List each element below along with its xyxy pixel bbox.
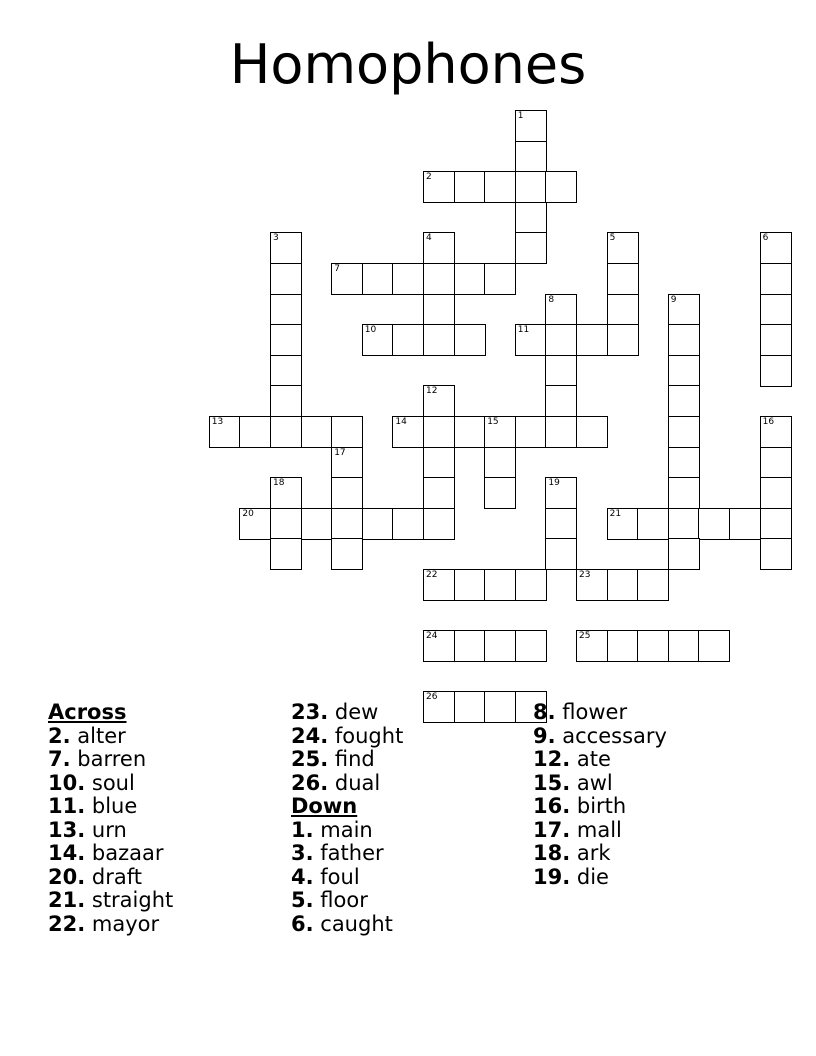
grid-cell[interactable] bbox=[454, 569, 486, 601]
grid-cell[interactable] bbox=[423, 385, 455, 417]
clue-item bbox=[48, 748, 173, 772]
clue-number: 6 bbox=[762, 233, 769, 244]
grid-cell[interactable] bbox=[668, 355, 700, 387]
grid-cell[interactable] bbox=[484, 630, 516, 662]
grid-cell[interactable] bbox=[484, 569, 516, 601]
clue-item-text: main bbox=[313, 817, 373, 842]
clue-item-text: urn bbox=[85, 817, 127, 842]
clue-item-text: dew bbox=[328, 700, 379, 724]
grid-cell[interactable] bbox=[607, 263, 639, 295]
clue-number: 10 bbox=[364, 325, 377, 336]
clue-item-text: blue bbox=[85, 794, 138, 818]
grid-cell[interactable] bbox=[515, 569, 547, 601]
grid-cell[interactable] bbox=[270, 416, 302, 448]
grid-cell[interactable] bbox=[668, 447, 700, 479]
grid-cell[interactable] bbox=[760, 538, 792, 570]
grid-cell[interactable] bbox=[392, 324, 424, 356]
clue-item-number: 2. bbox=[48, 723, 71, 748]
clue-item bbox=[48, 819, 173, 843]
grid-cell[interactable] bbox=[545, 416, 577, 448]
clue-item-number: 6. bbox=[291, 911, 314, 936]
clue-item bbox=[533, 842, 667, 866]
clue-column-3 bbox=[533, 701, 667, 889]
grid-cell[interactable] bbox=[668, 538, 700, 570]
grid-cell[interactable] bbox=[668, 324, 700, 356]
clue-item bbox=[48, 866, 173, 890]
grid-cell[interactable] bbox=[331, 477, 363, 509]
grid-cell[interactable] bbox=[331, 538, 363, 570]
clue-item bbox=[48, 842, 173, 866]
grid-cell[interactable] bbox=[576, 630, 608, 662]
grid-cell[interactable] bbox=[331, 263, 363, 295]
clue-item-text: barren bbox=[70, 747, 147, 771]
grid-cell[interactable] bbox=[637, 630, 669, 662]
clue-item-number: 24. bbox=[291, 723, 329, 748]
grid-cell[interactable] bbox=[423, 691, 455, 723]
grid-cell[interactable] bbox=[729, 508, 761, 540]
grid-cell[interactable] bbox=[392, 508, 424, 540]
grid-cell[interactable] bbox=[484, 416, 516, 448]
clue-item bbox=[291, 701, 403, 725]
grid-cell[interactable] bbox=[423, 416, 455, 448]
clue-item bbox=[48, 795, 173, 819]
clue-item-number: 25. bbox=[291, 747, 329, 771]
grid-cell[interactable] bbox=[301, 416, 333, 448]
grid-cell[interactable] bbox=[545, 385, 577, 417]
grid-cell[interactable] bbox=[423, 171, 455, 203]
grid-cell[interactable] bbox=[270, 508, 302, 540]
clue-item bbox=[48, 913, 173, 937]
grid-cell[interactable] bbox=[515, 110, 547, 142]
clue-item bbox=[291, 889, 403, 913]
clue-item bbox=[48, 725, 173, 749]
clue-item-number: 5. bbox=[291, 888, 314, 912]
clue-item-text: draft bbox=[85, 864, 142, 889]
clue-item-text: ark bbox=[570, 841, 611, 865]
clue-item-text: birth bbox=[570, 794, 627, 818]
clue-number: 8 bbox=[548, 294, 555, 305]
grid-cell[interactable] bbox=[545, 324, 577, 356]
clue-number: 16 bbox=[762, 417, 775, 427]
clue-item bbox=[291, 842, 403, 866]
grid-cell[interactable] bbox=[331, 416, 363, 448]
clue-column-2 bbox=[291, 701, 403, 936]
clue-item-text: find bbox=[328, 747, 375, 771]
grid-cell[interactable] bbox=[545, 171, 577, 203]
clue-item bbox=[291, 913, 403, 937]
clue-item-number: 8. bbox=[533, 700, 556, 724]
clue-number: 18 bbox=[273, 478, 285, 489]
grid-cell[interactable] bbox=[515, 202, 547, 234]
grid-cell[interactable] bbox=[270, 385, 302, 417]
grid-cell[interactable] bbox=[637, 508, 669, 540]
grid-cell[interactable] bbox=[362, 324, 394, 356]
clue-item-number: 9. bbox=[533, 723, 556, 748]
grid-cell[interactable] bbox=[270, 355, 302, 387]
grid-cell[interactable] bbox=[423, 630, 455, 662]
clue-item-number: 22. bbox=[48, 911, 86, 936]
clue-item bbox=[533, 725, 667, 749]
clue-item-number: 26. bbox=[291, 770, 329, 795]
clue-number: 4 bbox=[426, 233, 432, 244]
clue-item-text: straight bbox=[85, 888, 174, 912]
grid-cell[interactable] bbox=[484, 171, 516, 203]
clue-item bbox=[533, 795, 667, 819]
clue-item bbox=[291, 866, 403, 890]
clue-item-text: flower bbox=[555, 700, 628, 724]
clue-column-1 bbox=[48, 701, 173, 936]
grid-cell[interactable] bbox=[484, 263, 516, 295]
grid-cell[interactable] bbox=[607, 630, 639, 662]
grid-cell[interactable] bbox=[668, 294, 700, 326]
grid-cell[interactable] bbox=[668, 630, 700, 662]
clue-item bbox=[533, 819, 667, 843]
clue-item-text: father bbox=[313, 841, 384, 865]
clue-number: 23 bbox=[579, 570, 591, 580]
clue-number: 26 bbox=[426, 692, 438, 703]
clue-item-text: caught bbox=[313, 911, 393, 936]
clue-number: 14 bbox=[395, 417, 407, 427]
clue-item-number: 21. bbox=[48, 888, 86, 912]
clue-item-number: 14. bbox=[48, 841, 86, 865]
clue-number: 22 bbox=[426, 570, 438, 580]
grid-cell[interactable] bbox=[423, 294, 455, 326]
grid-cell[interactable] bbox=[270, 324, 302, 356]
grid-cell[interactable] bbox=[362, 263, 394, 295]
grid-cell[interactable] bbox=[392, 263, 424, 295]
clue-item bbox=[48, 889, 173, 913]
clue-item-number: 7. bbox=[48, 747, 71, 771]
clue-item-number: 15. bbox=[533, 770, 571, 795]
clue-item bbox=[533, 701, 667, 725]
grid-cell[interactable] bbox=[331, 508, 363, 540]
grid-cell[interactable] bbox=[607, 569, 639, 601]
grid-cell[interactable] bbox=[423, 324, 455, 356]
clue-item-text: accessary bbox=[555, 723, 667, 748]
grid-cell[interactable] bbox=[454, 263, 486, 295]
grid-cell[interactable] bbox=[545, 538, 577, 570]
clue-item bbox=[533, 772, 667, 796]
clue-item-number: 13. bbox=[48, 817, 86, 842]
grid-cell[interactable] bbox=[484, 447, 516, 479]
clue-item-number: 23. bbox=[291, 700, 329, 724]
clue-number: 11 bbox=[517, 325, 530, 336]
clue-item-number: 3. bbox=[291, 841, 314, 865]
clue-number: 17 bbox=[334, 447, 346, 458]
clue-item-number: 16. bbox=[533, 794, 571, 818]
grid-cell[interactable] bbox=[760, 416, 792, 448]
grid-cell[interactable] bbox=[576, 416, 608, 448]
clue-item bbox=[291, 748, 403, 772]
clue-number: 9 bbox=[670, 294, 677, 305]
grid-cell[interactable] bbox=[668, 508, 700, 540]
grid-cell[interactable] bbox=[760, 294, 792, 326]
grid-cell[interactable] bbox=[515, 171, 547, 203]
clue-item-text: fought bbox=[328, 723, 404, 748]
clue-item-text: mall bbox=[570, 817, 622, 842]
clue-number: 3 bbox=[273, 233, 279, 244]
grid-cell[interactable] bbox=[668, 416, 700, 448]
grid-cell[interactable] bbox=[515, 630, 547, 662]
grid-cell[interactable] bbox=[760, 447, 792, 479]
clue-section-header: Down bbox=[291, 794, 358, 818]
grid-cell[interactable] bbox=[668, 385, 700, 417]
clue-item-text: dual bbox=[328, 770, 381, 795]
grid-cell[interactable] bbox=[698, 508, 730, 540]
grid-cell[interactable] bbox=[362, 508, 394, 540]
clue-number: 2 bbox=[426, 172, 432, 183]
clue-number: 19 bbox=[548, 478, 560, 489]
clue-item-text: alter bbox=[70, 723, 126, 748]
clue-number: 7 bbox=[334, 264, 340, 274]
clue-item-number: 17. bbox=[533, 817, 571, 842]
grid-cell[interactable] bbox=[484, 691, 516, 723]
clue-number: 5 bbox=[609, 233, 616, 244]
grid-cell[interactable] bbox=[454, 171, 486, 203]
clue-item-text: foul bbox=[313, 864, 360, 889]
clue-item-number: 12. bbox=[533, 747, 571, 771]
grid-cell[interactable] bbox=[607, 232, 639, 264]
clue-number: 12 bbox=[426, 386, 438, 397]
grid-cell[interactable] bbox=[270, 294, 302, 326]
grid-cell[interactable] bbox=[545, 294, 577, 326]
grid-cell[interactable] bbox=[239, 416, 271, 448]
grid-cell[interactable] bbox=[637, 569, 669, 601]
grid-cell[interactable] bbox=[545, 508, 577, 540]
grid-cell[interactable] bbox=[270, 263, 302, 295]
clue-item-number: 18. bbox=[533, 841, 571, 865]
clue-item-text: die bbox=[570, 864, 609, 889]
clue-item bbox=[533, 748, 667, 772]
clue-item bbox=[48, 772, 173, 796]
clue-number: 15 bbox=[487, 417, 499, 427]
grid-cell[interactable] bbox=[760, 508, 792, 540]
grid-cell[interactable] bbox=[760, 263, 792, 295]
clue-item-number: 1. bbox=[291, 817, 314, 842]
clue-item bbox=[291, 819, 403, 843]
grid-cell[interactable] bbox=[515, 324, 547, 356]
grid-cell[interactable] bbox=[607, 508, 639, 540]
clue-item-number: 20. bbox=[48, 864, 86, 889]
clue-number: 25 bbox=[579, 631, 591, 642]
grid-cell[interactable] bbox=[760, 324, 792, 356]
clue-number: 13 bbox=[211, 417, 224, 427]
clue-item bbox=[291, 772, 403, 796]
grid-cell[interactable] bbox=[515, 232, 547, 264]
grid-cell[interactable] bbox=[423, 263, 455, 295]
clue-number: 21 bbox=[609, 508, 622, 519]
grid-cell[interactable] bbox=[270, 477, 302, 509]
grid-cell[interactable] bbox=[576, 324, 608, 356]
grid-cell[interactable] bbox=[392, 416, 424, 448]
grid-cell[interactable] bbox=[454, 691, 486, 723]
clue-item-text: soul bbox=[85, 770, 135, 795]
clue-item-number: 4. bbox=[291, 864, 314, 889]
clue-number: 24 bbox=[426, 631, 438, 642]
grid-cell[interactable] bbox=[423, 508, 455, 540]
puzzle-title: Homophones bbox=[229, 33, 587, 96]
clue-number: 1 bbox=[517, 111, 524, 121]
grid-cell[interactable] bbox=[331, 447, 363, 479]
grid-cell[interactable] bbox=[760, 232, 792, 264]
grid-cell[interactable] bbox=[454, 630, 486, 662]
grid-cell[interactable] bbox=[576, 569, 608, 601]
clue-item-text: awl bbox=[570, 770, 613, 795]
grid-cell[interactable] bbox=[607, 294, 639, 326]
grid-cell[interactable] bbox=[484, 477, 516, 509]
grid-cell[interactable] bbox=[423, 232, 455, 264]
clue-item-text: bazaar bbox=[85, 841, 164, 865]
grid-cell[interactable] bbox=[698, 630, 730, 662]
grid-cell[interactable] bbox=[545, 477, 577, 509]
clue-item-text: ate bbox=[570, 747, 611, 771]
clue-item bbox=[291, 725, 403, 749]
clue-item-number: 10. bbox=[48, 770, 86, 795]
clue-item bbox=[533, 866, 667, 890]
clue-item-number: 19. bbox=[533, 864, 571, 889]
grid-cell[interactable] bbox=[760, 355, 792, 387]
grid-cell[interactable] bbox=[454, 416, 486, 448]
grid-cell[interactable] bbox=[301, 508, 333, 540]
grid-cell[interactable] bbox=[239, 508, 271, 540]
grid-cell[interactable] bbox=[607, 324, 639, 356]
grid-cell[interactable] bbox=[423, 569, 455, 601]
grid-cell[interactable] bbox=[545, 355, 577, 387]
grid-cell[interactable] bbox=[270, 232, 302, 264]
grid-cell[interactable] bbox=[515, 416, 547, 448]
clue-item-number: 11. bbox=[48, 794, 86, 818]
clue-item-text: floor bbox=[313, 888, 368, 912]
grid-cell[interactable] bbox=[454, 324, 486, 356]
grid-cell[interactable] bbox=[668, 477, 700, 509]
grid-cell[interactable] bbox=[423, 477, 455, 509]
clue-item-text: mayor bbox=[85, 911, 160, 936]
clue-section-header: Across bbox=[48, 700, 127, 724]
grid-cell[interactable] bbox=[760, 477, 792, 509]
grid-cell[interactable] bbox=[423, 447, 455, 479]
grid-cell[interactable] bbox=[270, 538, 302, 570]
grid-cell[interactable] bbox=[209, 416, 241, 448]
grid-cell[interactable] bbox=[515, 141, 547, 173]
clue-number: 20 bbox=[242, 508, 254, 519]
